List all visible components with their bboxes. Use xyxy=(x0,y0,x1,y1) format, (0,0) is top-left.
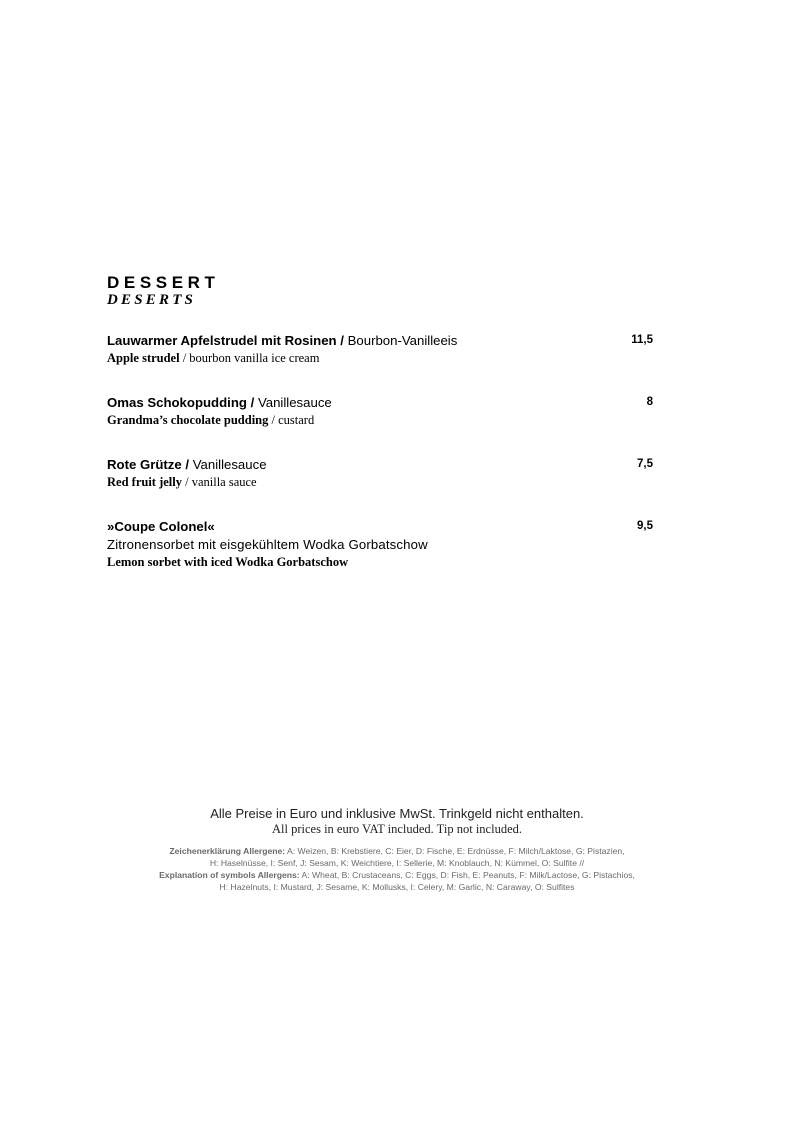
item-desc-de: Bourbon-Vanilleeis xyxy=(343,333,458,348)
item-price: 7,5 xyxy=(637,458,653,470)
item-german-line xyxy=(107,456,653,474)
item-desc-de: Zitronensorbet mit eisgekühltem Wodka Gorbatschow xyxy=(107,537,428,552)
menu-item xyxy=(107,332,653,367)
item-english-line xyxy=(107,350,653,367)
allergen-text-en-2: H: Hazelnuts, I: Mustard, J: Sesame, K: Mollusks, I: Celery, M: Garlic, N: Caraway, O: Sulfites xyxy=(219,882,575,892)
allergen-text-de-1: A: Weizen, B: Krebstiere, C: Eier, D: Fische, E: Erdnüsse, F: Milch/Laktose, G: Pistazien, xyxy=(285,846,625,856)
item-price: 11,5 xyxy=(631,334,653,346)
item-name-en: Grandma’s chocolate pudding xyxy=(107,413,269,427)
item-name-en: Red fruit jelly xyxy=(107,475,182,489)
item-english-line xyxy=(107,474,653,491)
allergen-label-en: Explanation of symbols Allergens: xyxy=(159,870,300,880)
item-name-en: Apple strudel xyxy=(107,351,180,365)
section-title: DESSERT xyxy=(107,273,220,292)
menu-item xyxy=(107,394,653,429)
item-name-en: Lemon sorbet with iced Wodka Gorbatschow xyxy=(107,555,349,569)
prices-note-en: All prices in euro VAT included. Tip not included. xyxy=(272,822,522,836)
allergen-legend-en xyxy=(0,869,794,881)
menu-item xyxy=(107,518,653,571)
prices-note-de: Alle Preise in Euro und inklusive MwSt. Trinkgeld nicht enthalten. xyxy=(210,806,584,821)
item-german-line xyxy=(107,394,653,412)
allergen-legend-de xyxy=(0,845,794,857)
item-price: 8 xyxy=(646,396,653,408)
menu-item xyxy=(107,456,653,491)
item-name-de: Lauwarmer Apfelstrudel mit Rosinen / xyxy=(107,333,344,348)
item-german-line xyxy=(107,332,653,350)
allergen-text-en-1: A: Wheat, B: Crustaceans, C: Eggs, D: Fish, E: Peanuts, F: Milk/Lactose, G: Pistachios, xyxy=(299,870,635,880)
item-english-line xyxy=(107,412,653,429)
item-desc-en: / vanilla sauce xyxy=(181,475,257,489)
item-desc-en: / custard xyxy=(268,413,315,427)
item-desc-de: Vanillesauce xyxy=(254,395,332,410)
allergen-label-de: Zeichenerklärung Allergene: xyxy=(169,846,286,856)
allergen-text-de-2: H: Haselnüsse, I: Senf, J: Sesam, K: Weichtiere, I: Sellerie, M: Knoblauch, N: Kümmel, O: Sulfite // xyxy=(209,858,585,868)
section-subtitle: DESERTS xyxy=(107,292,197,308)
item-name-de: Omas Schokopudding / xyxy=(107,395,255,410)
item-price: 9,5 xyxy=(637,520,653,532)
item-german-line xyxy=(107,518,653,536)
item-desc-en: / bourbon vanilla ice cream xyxy=(179,351,320,365)
item-desc-de: Vanillesauce xyxy=(189,457,267,472)
item-name-de: Rote Grütze / xyxy=(107,457,190,472)
item-name-de: »Coupe Colonel« xyxy=(107,519,215,534)
